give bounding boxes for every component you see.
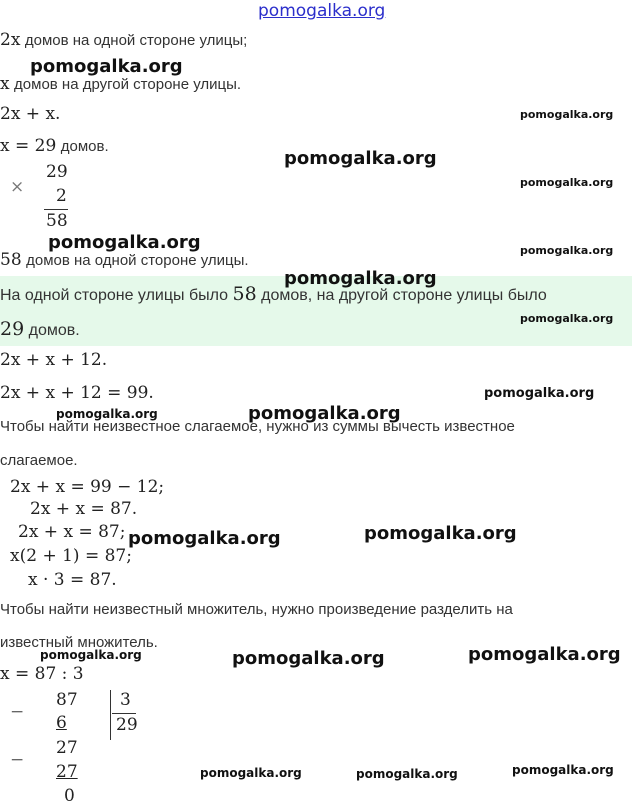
watermark: pomogalka.org [48, 232, 201, 253]
watermark: pomogalka.org [520, 244, 614, 257]
watermark: pomogalka.org [468, 644, 621, 665]
line-houses-one-side [0, 30, 247, 50]
watermark: pomogalka.org [356, 767, 458, 781]
multiply-sign: × [10, 177, 25, 197]
div-minus-1: − [10, 702, 25, 722]
div-27-b: 27 [56, 762, 78, 782]
watermark: pomogalka.org [128, 528, 281, 549]
answer-text-1a: На одной стороне улицы было [0, 287, 229, 304]
div-dividend: 87 [56, 690, 78, 710]
rule-factor-line-2: известный множитель. [0, 634, 158, 651]
watermark: pomogalka.org [512, 763, 614, 777]
div-vertical-rule [110, 690, 111, 740]
div-divisor-rule [112, 713, 136, 714]
div-27-a: 27 [56, 738, 78, 758]
equation-2x-x-12-99: 2x + x + 12 = 99. [0, 383, 154, 403]
watermark: pomogalka.org [484, 386, 595, 401]
answer-text-2b: домов. [28, 322, 80, 339]
watermark: pomogalka.org [232, 648, 385, 669]
div-remainder: 0 [64, 786, 75, 806]
text-line-4: домов. [60, 138, 109, 155]
watermark: pomogalka.org [200, 766, 302, 780]
rule-factor-line-1: Чтобы найти неизвестный множитель, нужно произведение разделить на [0, 601, 513, 618]
math-x: x [0, 74, 10, 94]
watermark: pomogalka.org [520, 176, 614, 189]
expr-2x-plus-x: 2x + x. [0, 104, 61, 124]
step-3: 2x + x = 87; [18, 522, 126, 542]
step-6: x = 87 : 3 [0, 664, 84, 684]
rule-addend-line-1: Чтобы найти неизвестное слагаемое, нужно из суммы вычесть известное [0, 418, 515, 435]
answer-text-1b: домов, на другой стороне улицы было [261, 287, 547, 304]
math-2x: 2x [0, 30, 21, 50]
answer-line-1 [0, 283, 547, 305]
watermark: pomogalka.org [40, 648, 142, 662]
watermark: pomogalka.org [30, 56, 183, 77]
div-quotient: 29 [116, 715, 138, 735]
math-x-equals-29: x = 29 [0, 136, 57, 156]
div-divisor: 3 [120, 690, 131, 710]
watermark: pomogalka.org [364, 523, 517, 544]
step-1: 2x + x = 99 − 12; [10, 477, 165, 497]
watermark: pomogalka.org [56, 407, 158, 421]
line-58-houses [0, 250, 249, 270]
math-58: 58 [0, 250, 22, 270]
mul-top: 29 [46, 162, 68, 182]
text-line-1: домов на одной стороне улицы; [24, 32, 248, 49]
mul-result: 58 [46, 211, 68, 231]
line-x-equals-29 [0, 136, 109, 156]
text-line-2: домов на другой стороне улицы. [14, 76, 242, 93]
site-header-link[interactable]: pomogalka.org [258, 1, 386, 21]
answer-math-58: 58 [232, 283, 257, 305]
expr-2x-x-12: 2x + x + 12. [0, 350, 108, 370]
line-houses-other-side [0, 74, 241, 94]
div-subtract-6: 6 [56, 713, 67, 733]
watermark: pomogalka.org [284, 148, 437, 169]
step-4: x(2 + 1) = 87; [10, 546, 132, 566]
step-2: 2x + x = 87. [30, 499, 138, 519]
div-minus-2: − [10, 750, 25, 770]
answer-math-29: 29 [0, 318, 25, 340]
step-5: x · 3 = 87. [28, 570, 117, 590]
watermark: pomogalka.org [520, 312, 614, 325]
watermark: pomogalka.org [284, 268, 437, 289]
watermark: pomogalka.org [248, 403, 401, 424]
mul-mid: 2 [56, 186, 67, 206]
answer-line-2 [0, 318, 80, 340]
rule-addend-line-2: слагаемое. [0, 452, 78, 469]
mul-rule [44, 209, 68, 210]
watermark: pomogalka.org [520, 108, 614, 121]
text-line-5: домов на одной стороне улицы. [26, 252, 249, 269]
